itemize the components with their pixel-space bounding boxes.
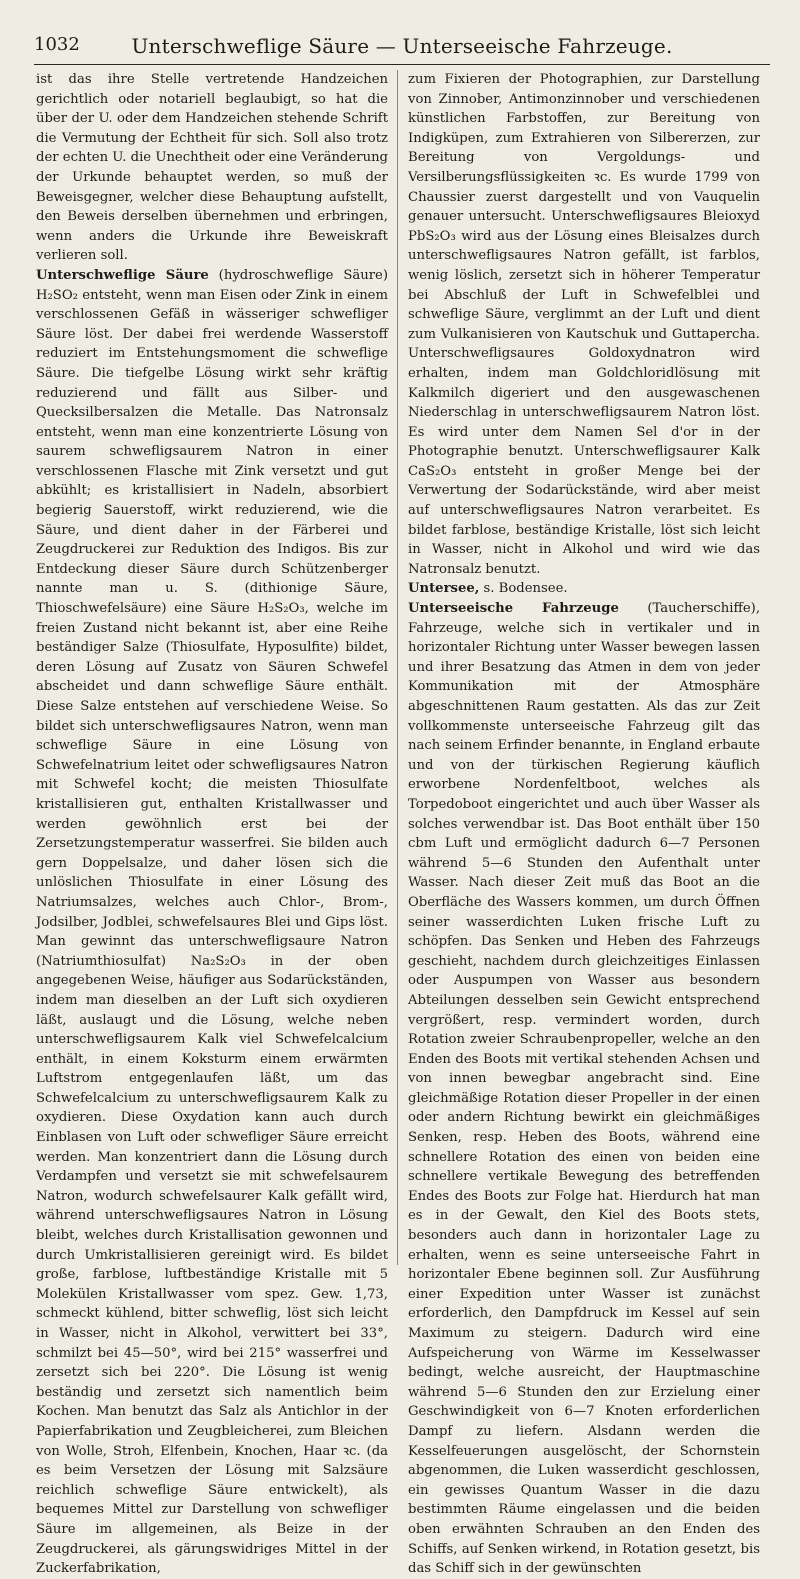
- column-divider: [397, 70, 398, 1265]
- running-title: Unterschweflige Säure — Unterseeische Fahrzeuge.: [131, 34, 673, 58]
- entry-text: (hydroschweflige Säure) H₂SO₂ entsteht, wenn man Eisen oder Zink in einem verschlossenen Gefäß in wässeriger schwefliger Säure löst. Der dabei frei werdende Wasserstoff reduziert im Entstehungsmoment die schweflige Säure. Die tiefgelbe Lösung wirkt sehr kräftig reduzierend und fällt aus Silber- und Quecksilbersalzen die Metalle. Das Natronsalz entsteht, wenn man eine konzentrierte Lösung von saurem schwefligsaurem Natron in einer verschlossenen Flasche mit Zink versetzt und gut abkühlt; es kristallisiert in Nadeln, absorbiert begierig Sauerstoff, wirkt reduzierend, wie die Säure, und dient daher in der Färberei und Zeugdruckerei zur Reduktion des Indigos. Bis zur Entdeckung dieser Säure durch Schützenberger nannte man u. S. (dithionige Säure, Thioschwefelsäure) eine Säure H₂S₂O₃, welche im freien Zustand nicht bekannt ist, aber eine Reihe beständiger Salze (Thiosulfate, Hyposulfite) bildet, deren Lösung auf Zusatz von Säuren Schwefel abscheidet und dann schweflige Säure enthält. Diese Salze entstehen auf verschiedene Weise. So bildet sich unterschwefligsaures Natron, wenn man schweflige Säure in eine Lösung von Schwefelnatrium leitet oder schwefligsaures Natron mit Schwefel kocht; die meisten Thiosulfate kristallisieren gut, enthalten Kristallwasser und werden gewöhnlich erst bei der Zersetzungstemperatur wasserfrei. Sie bilden auch gern Doppelsalze, und daher lösen sich die unlöslichen Thiosulfate in einer Lösung des Natriumsalzes, welches auch Chlor-, Brom-, Jodsilber, Jodblei, schwefelsaures Blei und Gips löst. Man gewinnt das unterschwefligsaure Natron (Natriumthiosulfat) Na₂S₂O₃ in der oben angegebenen Weise, häufiger aus Sodarückständen, indem man dieselben an der Luft sich oxydieren läßt, auslaugt und die Lösung, welche neben unterschwefligsaurem Kalk viel Schwefelcalcium enthält, in einem Koksturm einem erwärmten Luftstrom entgegenlaufen läßt, um das Schwefelcalcium zu unterschwefligsaurem Kalk zu oxydieren. Diese Oxydation kann auch durch Einblasen von Luft oder schwefliger Säure erreicht werden. Man konzentriert dann die Lösung durch Verdampfen und versetzt sie mit schwefelsaurem Natron, wodurch schwefelsaurer Kalk gefällt wird, während unterschwefligsaures Natron in Lösung bleibt, welches durch Kristallisation gewonnen und durch Umkristallisieren gereinigt wird. Es bildet große, farblose, luftbeständige Kristalle mit 5 Molekülen Kristallwasser vom spez. Gew. 1,73, schmeckt kühlend, bitter schweflig, löst sich leicht in Wasser, nicht in Alkohol, verwittert bei 33°, schmilzt bei 45—50°, wird bei 215° wasserfrei und zersetzt sich bei 220°. Die Lösung ist wenig beständig und zersetzt sich namentlich beim Kochen. Man benutzt das Salz als Antichlor in der Papierfabrikation und Zeugbleicherei, zum Bleichen von Wolle, Stroh, Elfenbein, Knochen, Haar ꝛc. (da es beim Versetzen der Lösung mit Salzsäure reichlich schweflige Säure entwickelt), als bequemes Mittel zur Darstellung von schwefliger Säure im allgemeinen, als Beize in der Zeugdruckerei, als gärungswidriges Mittel in der Zuckerfabrikation,: [36, 267, 388, 1577]
- entry-text: (Taucherschiffe), Fahrzeuge, welche sich in vertikaler und in horizontaler Richtung unter Wasser bewegen lassen und ihrer Besatzung das Atmen in dem von jeder Kommunikation mit der Atmosphäre abgeschnittenen Raum gestatten. Als das zur Zeit vollkommenste unterseeische Fahrzeug gilt das nach seinem Erfinder benannte, in England erbaute und von der türkischen Regierung käuflich erworbene Nordenfeltboot, welches als Torpedoboot eingerichtet und auch über Wasser als solches verwendbar ist. Das Boot enthält über 150 cbm Luft und ermöglicht dadurch 6—7 Personen während 5—6 Stunden den Aufenthalt unter Wasser. Nach dieser Zeit muß das Boot an die Oberfläche des Wassers kommen, um durch Öffnen seiner wasserdichten Luken frische Luft zu schöpfen. Das Senken und Heben des Fahrzeugs geschieht, nachdem durch gleichzeitiges Einlassen oder Auspumpen von Wasser aus besondern Abteilungen desselben sein Gewicht entsprechend vergrößert, resp. vermindert worden, durch Rotation zweier Schraubenpropeller, welche an den Enden des Boots mit vertikal stehenden Achsen und von innen bewegbar angebracht sind. Eine gleichmäßige Rotation dieser Propeller in der einen oder andern Richtung bewirkt ein gleichmäßiges Senken, resp. Heben des Boots, während eine schnellere Rotation des einen von beiden eine schnellere vertikale Bewegung des betreffenden Endes des Boots zur Folge hat. Hierdurch hat man es in der Gewalt, den Kiel des Boots stets, besonders auch dann in horizontaler Lage zu erhalten, wenn es seine unterseeische Fahrt in horizontaler Ebene beginnen soll. Zur Ausführung einer Expedition unter Wasser ist zunächst erforderlich, den Dampfdruck im Kessel auf sein Maximum zu steigern. Dadurch wird eine Aufspeicherung von Wärme im Kesselwasser bedingt, welche ausreicht, der Hauptmaschine während 5—6 Stunden den zur Erzielung einer Geschwindigkeit von 6—7 Knoten erforderlichen Dampf zu liefern. Alsdann werden die Kesselfeuerungen ausgelöscht, der Schornstein abgenommen, die Luken wasserdicht geschlossen, ein gewisses Quantum Wasser in die dazu bestimmten Räume eingelassen und die beiden oben erwähnten Schrauben an den Enden des Schiffs, auf Senken wirkend, in Rotation gesetzt, bis das Schiff sich in der gewünschten: [408, 601, 761, 1577]
- right-column: [408, 70, 760, 1579]
- entry-text: s. Bodensee.: [479, 581, 568, 597]
- entry-text: zum Fixieren der Photographien, zur Darstellung von Zinnober, Antimonzinnober und verschiedenen künstlichen Farbstoffen, zur Bereitung von Indigküpen, zum Extrahieren von Silbererzen, zur Bereitung von Vergoldungs- und Versilberungsflüssigkeiten ꝛc. Es wurde 1799 von Chaussier zuerst dargestellt und von Vauquelin genauer untersucht. Unterschwefligsaures Bleioxyd PbS₂O₃ wird aus der Lösung eines Bleisalzes durch unterschwefligsaures Natron gefällt, ist farblos, wenig löslich, zersetzt sich in höherer Temperatur bei Abschluß der Luft in Schwefelblei und schweflige Säure, verglimmt an der Luft und dient zum Vulkanisieren von Kautschuk und Guttapercha. Unterschwefligsaures Goldoxydnatron wird erhalten, indem man Goldchloridlösung mit Kalkmilch digeriert und den ausgewaschenen Niederschlag in unterschwefligsaurem Natron löst. Es wird unter dem Namen Sel d'or in der Photographie benutzt. Unterschwefligsaurer Kalk CaS₂O₃ entsteht in großer Menge bei der Verwertung der Sodarückstände, wird aber meist auf unterschwefligsaures Natron verarbeitet. Es bildet farblose, beständige Kristalle, löst sich leicht in Wasser, nicht in Alkohol und wird wie das Natronsalz benutzt.: [408, 72, 760, 577]
- left-column: [36, 70, 388, 1579]
- entry-text: ist das ihre Stelle vertretende Handzeichen gerichtlich oder notariell beglaubigt, so hat die über der U. oder dem Handzeichen stehende Schrift die Vermutung der Echtheit für sich. Soll also trotz der echten U. die Unechtheit oder eine Veränderung der Urkunde behauptet werden, so muß der Beweisgegner, welcher diese Behauptung aufstellt, den Beweis derselben übernehmen und erbringen, wenn anders die Urkunde ihre Beweiskraft verlieren soll.: [36, 72, 388, 264]
- entry-headword: Unterschweflige Säure: [36, 267, 209, 283]
- entry-unterschweflige-saeure: [36, 266, 388, 1579]
- entry-headword: Untersee,: [408, 581, 480, 597]
- page-number: 1032: [34, 34, 80, 55]
- entry-headword: Unterseeische Fahrzeuge: [408, 601, 619, 617]
- page-header: [34, 34, 770, 62]
- entry-untersee: [408, 579, 760, 599]
- entry-unterseeische-fahrzeuge: [408, 599, 760, 1579]
- header-rule: [34, 64, 770, 65]
- entry-continuation: [408, 70, 760, 579]
- entry-continuation: [36, 70, 388, 266]
